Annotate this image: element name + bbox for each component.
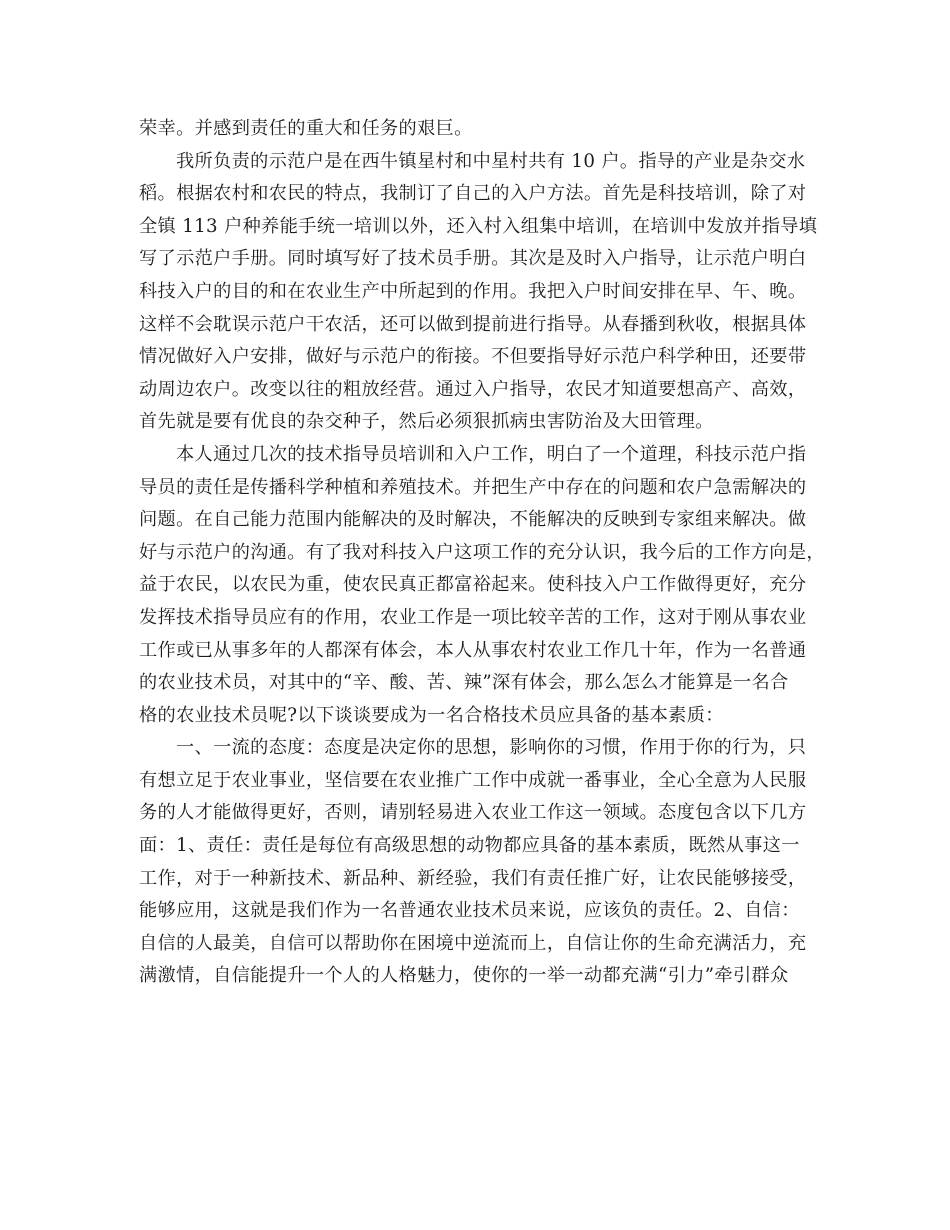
text-line: 我所负责的示范户是在西牛镇星村和中星村共有 10 户。指导的产业是杂交水 xyxy=(176,150,806,172)
text-line: 工作，对于一种新技术、新品种、新经验，我们有责任推广好，让农民能够接受， xyxy=(139,867,807,889)
text-line: 科技入户的目的和在农业生产中所起到的作用。我把入户时间安排在早、午、晚。 xyxy=(139,280,807,302)
text-line: 发挥技术指导员应有的作用，农业工作是一项比较辛苦的工作，这对于刚从事农业 xyxy=(139,606,807,628)
text-line: 首先就是要有优良的杂交种子，然后必须狠抓病虫害防治及大田管理。 xyxy=(139,411,714,433)
text-line: 问题。在自己能力范围内能解决的及时解决，不能解决的反映到专家组来解决。做 xyxy=(139,509,807,531)
text-line: 这样不会耽误示范户干农活，还可以做到提前进行指导。从春播到秋收，根据具体 xyxy=(139,313,807,335)
text-line: 工作或已从事多年的人都深有体会，本人从事农村农业工作几十年，作为一名普通 xyxy=(139,639,807,661)
text-line: 面：1、责任：责任是每位有高级思想的动物都应具备的基本素质，既然从事这一 xyxy=(139,835,800,857)
text-line: 全镇 113 户种养能手统一培训以外，还入村入组集中培训，在培训中发放并指导填 xyxy=(139,215,818,237)
text-line: 满激情，自信能提升一个人的人格魅力，使你的一举一动都充满“引力”牵引群众 xyxy=(139,965,789,987)
text-line: 务的人才能做得更好，否则，请别轻易进入农业工作这一领域。态度包含以下几方 xyxy=(139,802,807,824)
text-line: 本人通过几次的技术指导员培训和入户工作，明白了一个道理，科技示范户指 xyxy=(176,443,807,465)
text-line: 格的农业技术员呢?以下谈谈要成为一名合格技术员应具备的基本素质： xyxy=(139,704,724,726)
text-line: 好与示范户的沟通。有了我对科技入户这项工作的充分认识，我今后的工作方向是， xyxy=(139,541,825,563)
text-line: 稻。根据农村和农民的特点，我制订了自己的入户方法。首先是科技培训，除了对 xyxy=(139,183,807,205)
text-line: 一、一流的态度：态度是决定你的思想，影响你的习惯，作用于你的行为，只 xyxy=(176,737,807,759)
text-line: 荣幸。并感到责任的重大和任务的艰巨。 xyxy=(139,118,473,139)
document-body xyxy=(139,113,825,993)
text-line: 情况做好入户安排，做好与示范户的衔接。不但要指导好示范户科学种田，还要带 xyxy=(139,346,807,368)
text-line: 能够应用，这就是我们作为一名普通农业技术员来说，应该负的责任。2、自信： xyxy=(139,900,800,922)
text-line: 的农业技术员，对其中的“辛、酸、苦、辣”深有体会，那么怎么才能算是一名合 xyxy=(139,672,789,694)
text-line: 自信的人最美，自信可以帮助你在困境中逆流而上，自信让你的生命充满活力，充 xyxy=(139,932,807,954)
text-line: 导员的责任是传播科学种植和养殖技术。并把生产中存在的问题和农户急需解决的 xyxy=(139,476,807,498)
text-line: 写了示范户手册。同时填写好了技术员手册。其次是及时入户指导，让示范户明白 xyxy=(139,248,807,270)
text-line: 益于农民，以农民为重，使农民真正都富裕起来。使科技入户工作做得更好，充分 xyxy=(139,574,807,596)
text-line: 动周边农户。改变以往的粗放经营。通过入户指导，农民才知道要想高产、高效， xyxy=(139,378,807,400)
text-line: 有想立足于农业事业，坚信要在农业推广工作中成就一番事业，全心全意为人民服 xyxy=(139,769,807,791)
